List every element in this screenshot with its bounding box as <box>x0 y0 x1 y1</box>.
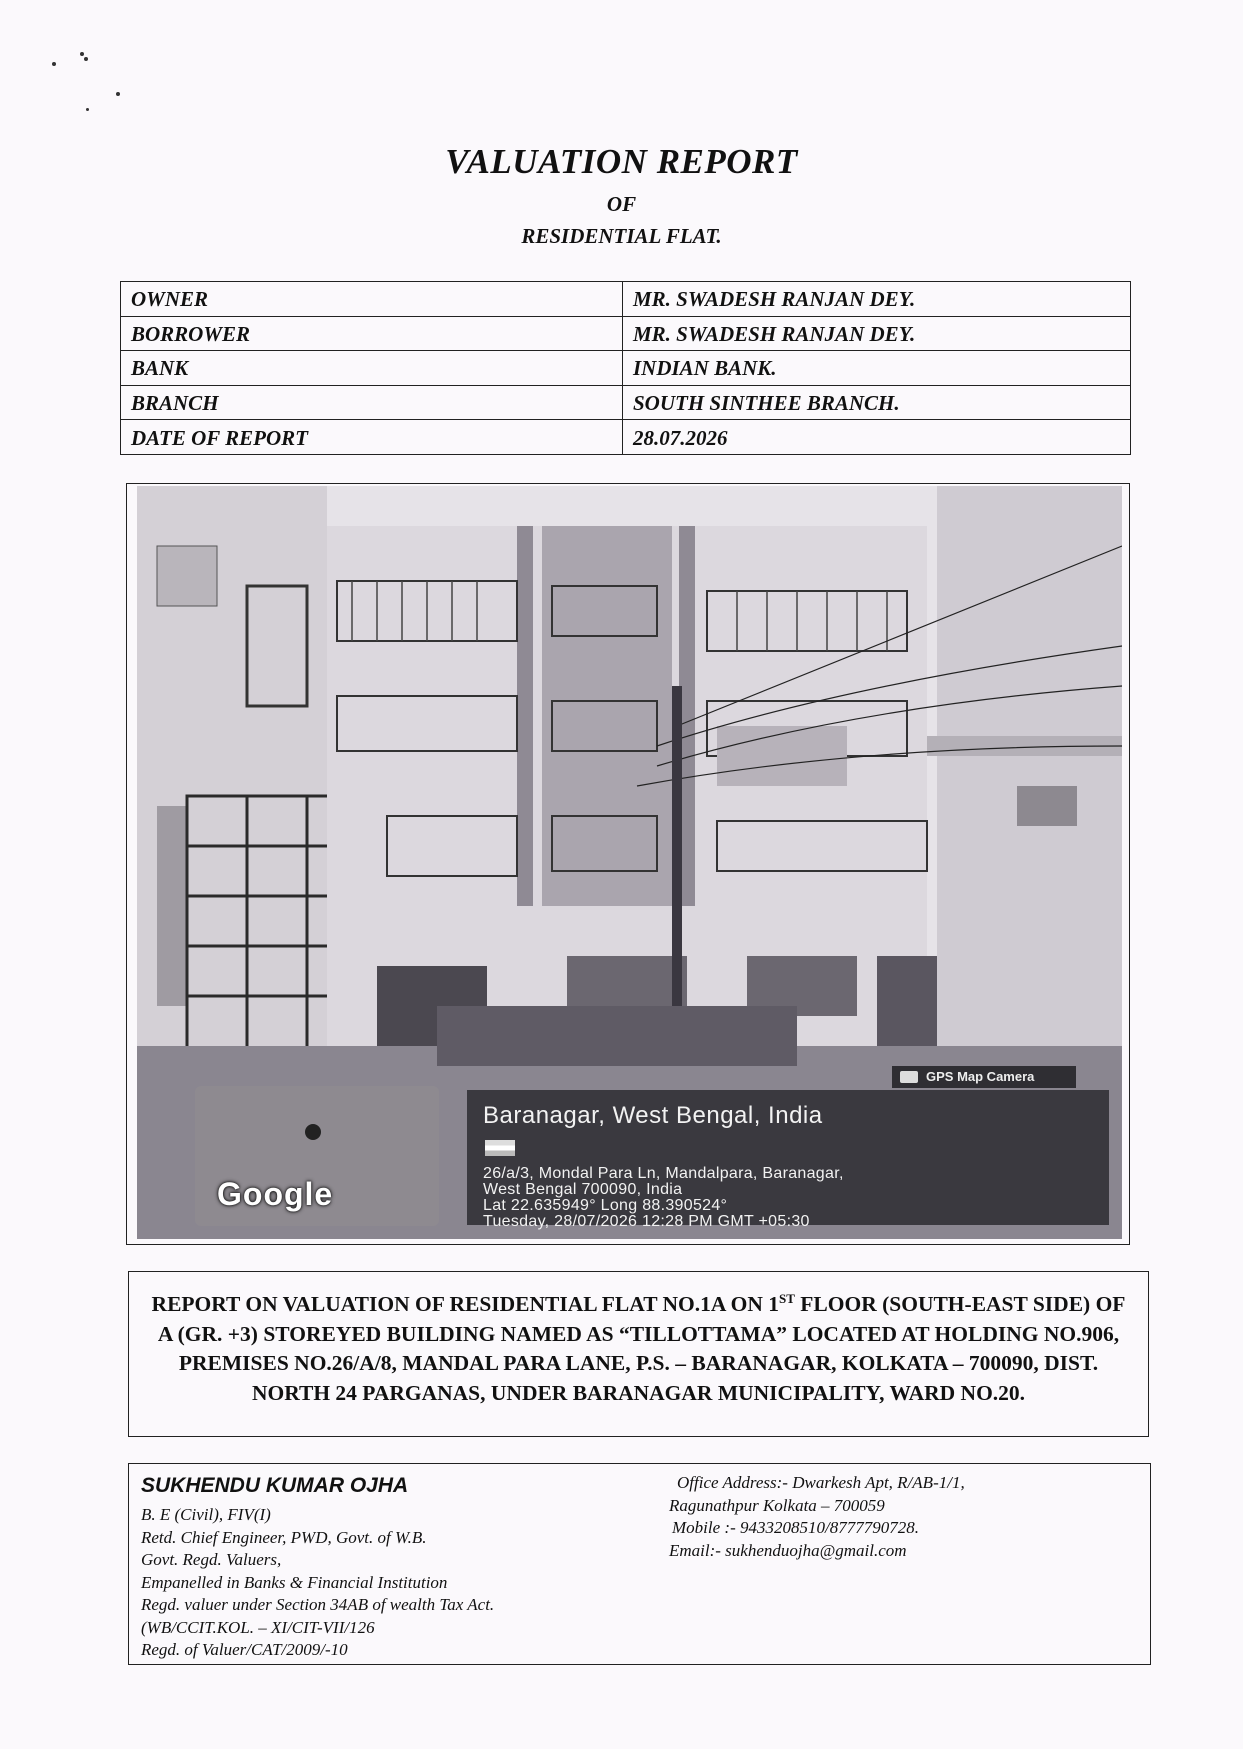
gps-camera-badge <box>892 1066 1076 1088</box>
credential-line: Empanelled in Banks & Financial Institution <box>141 1572 448 1592</box>
office-line: Mobile :- 9433208510/8777790728. <box>672 1518 919 1537</box>
scan-speck <box>84 57 88 61</box>
credential-line: Govt. Regd. Valuers, <box>141 1550 282 1569</box>
info-value: 28.07.2026 <box>623 420 1131 455</box>
info-value: INDIAN BANK. <box>623 351 1131 386</box>
table-row <box>121 351 1131 386</box>
info-key: BANK <box>121 351 623 386</box>
info-table <box>120 281 1131 455</box>
credential-line: (WB/CCIT.KOL. – XI/CIT-VII/126 <box>141 1617 375 1637</box>
building-photo <box>137 486 1122 1239</box>
description-superscript: ST <box>779 1291 795 1306</box>
description-text: FLOOR (SOUTH-EAST SIDE) OF A (GR. +3) STOREYED BUILDING NAMED AS “TILLOTTAMA” LOCATED AT HOLDING NO.906, PREMISES NO.26/A/8, MANDAL PARA LANE, P.S. – BARANAGAR, KOLKATA – 700090, DIST. NORTH 24 PARGANAS, UNDER BARANAGAR MUNICIPALITY, WARD NO.20. <box>157 1292 1126 1405</box>
info-key: DATE OF REPORT <box>121 420 623 455</box>
scan-speck <box>80 52 84 56</box>
map-thumbnail <box>195 1086 439 1226</box>
table-row <box>121 282 1131 317</box>
info-value: MR. SWADESH RANJAN DEY. <box>623 282 1131 317</box>
info-key: OWNER <box>121 282 623 317</box>
gps-address-line: West Bengal 700090, India <box>483 1181 683 1198</box>
india-flag-icon <box>485 1140 515 1156</box>
credential-line: Regd. valuer under Section 34AB of wealth Tax Act. <box>141 1595 495 1614</box>
photo-frame <box>126 483 1130 1245</box>
scan-speck <box>116 92 120 96</box>
table-row <box>121 385 1131 420</box>
credential-line: Regd. of Valuer/CAT/2009/-10 <box>141 1640 348 1659</box>
scan-speck <box>52 62 56 66</box>
credential-line: B. E (Civil), FIV(I) <box>141 1505 271 1524</box>
info-value: SOUTH SINTHEE BRANCH. <box>623 385 1131 420</box>
report-subtitle: RESIDENTIAL FLAT. <box>521 224 722 248</box>
office-address <box>669 1472 965 1562</box>
table-row <box>121 420 1131 455</box>
report-description <box>128 1271 1149 1437</box>
office-line: Email:- sukhenduojha@gmail.com <box>669 1540 907 1560</box>
office-line: Office Address:- Dwarkesh Apt, R/AB-1/1, <box>677 1473 965 1492</box>
info-key: BORROWER <box>121 316 623 351</box>
camera-icon <box>900 1071 918 1083</box>
valuer-name: SUKHENDU KUMAR OJHA <box>141 1474 409 1497</box>
scan-speck <box>86 108 89 111</box>
office-line: Ragunathpur Kolkata – 700059 <box>669 1495 885 1515</box>
gps-info-panel <box>467 1090 1109 1230</box>
gps-place: Baranagar, West Bengal, India <box>483 1102 823 1129</box>
valuer-box <box>128 1463 1151 1665</box>
map-pin-icon <box>305 1124 321 1140</box>
report-of: OF <box>606 192 637 216</box>
credential-line: Retd. Chief Engineer, PWD, Govt. of W.B. <box>141 1527 427 1547</box>
gps-badge-label: GPS Map Camera <box>926 1069 1035 1084</box>
info-key: BRANCH <box>121 385 623 420</box>
gps-address-line: 26/a/3, Mondal Para Ln, Mandalpara, Baranagar, <box>483 1165 844 1182</box>
google-logo: Google <box>217 1176 334 1212</box>
report-title: VALUATION REPORT <box>445 142 798 181</box>
table-row <box>121 316 1131 351</box>
description-text: REPORT ON VALUATION OF RESIDENTIAL FLAT NO.1A ON 1 <box>151 1292 779 1317</box>
info-value: MR. SWADESH RANJAN DEY. <box>623 316 1131 351</box>
gps-details <box>483 1166 844 1230</box>
gps-timestamp: Tuesday, 28/07/2026 12:28 PM GMT +05:30 <box>483 1213 810 1230</box>
gps-coordinates: Lat 22.635949° Long 88.390524° <box>483 1197 728 1214</box>
valuer-credentials <box>141 1504 494 1662</box>
